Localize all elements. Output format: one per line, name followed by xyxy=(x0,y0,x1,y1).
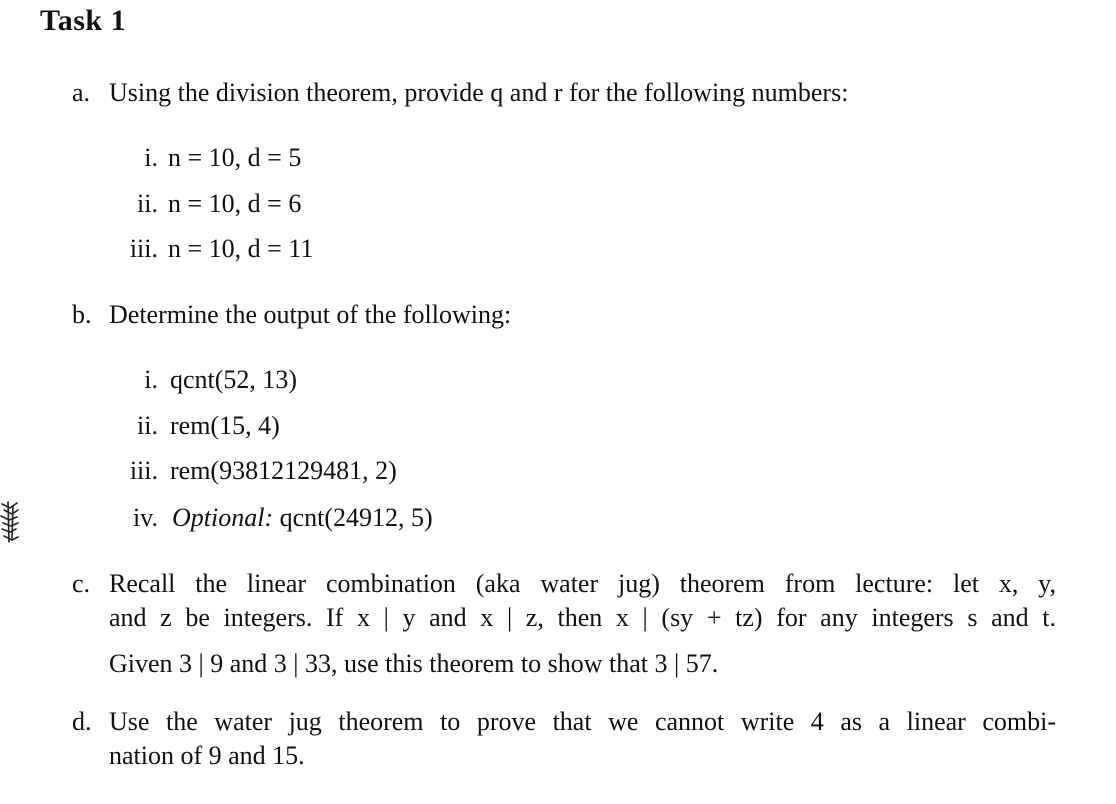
part-b-label: b. xyxy=(72,300,92,329)
part-a-label: a. xyxy=(72,78,91,107)
part-b-item-text: qcnt(52, 13) xyxy=(170,365,298,394)
part-c-label: c. xyxy=(72,569,91,598)
part-a-item-label: ii. xyxy=(137,189,158,218)
part-b-item-text: qcnt(24912, 5) xyxy=(279,503,433,532)
part-d-label: d. xyxy=(72,707,92,736)
part-a-item-label: iii. xyxy=(129,234,158,263)
part-b-text: Determine the output of the following: xyxy=(109,300,512,329)
part-a-item-text: n = 10, d = 11 xyxy=(168,234,314,263)
seal-icon xyxy=(0,498,20,546)
part-b-item-label: iii. xyxy=(129,456,158,485)
part-c-line: and z be integers. If x | y and x | z, then x | (sy + tz) for any integers s and t. xyxy=(109,603,1056,632)
part-b-item-label: i. xyxy=(144,365,158,394)
optional-prefix: Optional: xyxy=(172,503,274,532)
part-b-item-label: ii. xyxy=(137,411,158,440)
page-title: Task 1 xyxy=(40,4,127,37)
part-c-line: Recall the linear combination (aka water jug) theorem from lecture: let x, y, xyxy=(109,569,1056,598)
part-b-item-text: rem(15, 4) xyxy=(170,411,280,440)
part-b-item-content xyxy=(172,501,433,535)
part-d-line: Use the water jug theorem to prove that we cannot write 4 as a linear combi- xyxy=(109,707,1056,736)
part-b-item-text: rem(93812129481, 2) xyxy=(170,456,397,485)
part-b-item-label: iv. xyxy=(132,503,158,532)
part-a-item-label: i. xyxy=(144,143,158,172)
part-c-line: Given 3 | 9 and 3 | 33, use this theorem to show that 3 | 57. xyxy=(109,649,719,678)
part-a xyxy=(72,76,90,110)
part-a-item-text: n = 10, d = 6 xyxy=(168,189,302,218)
part-d-line: nation of 9 and 15. xyxy=(109,741,305,770)
part-a-item-text: n = 10, d = 5 xyxy=(168,143,302,172)
part-a-text: Using the division theorem, provide q and r for the following numbers: xyxy=(109,78,849,107)
